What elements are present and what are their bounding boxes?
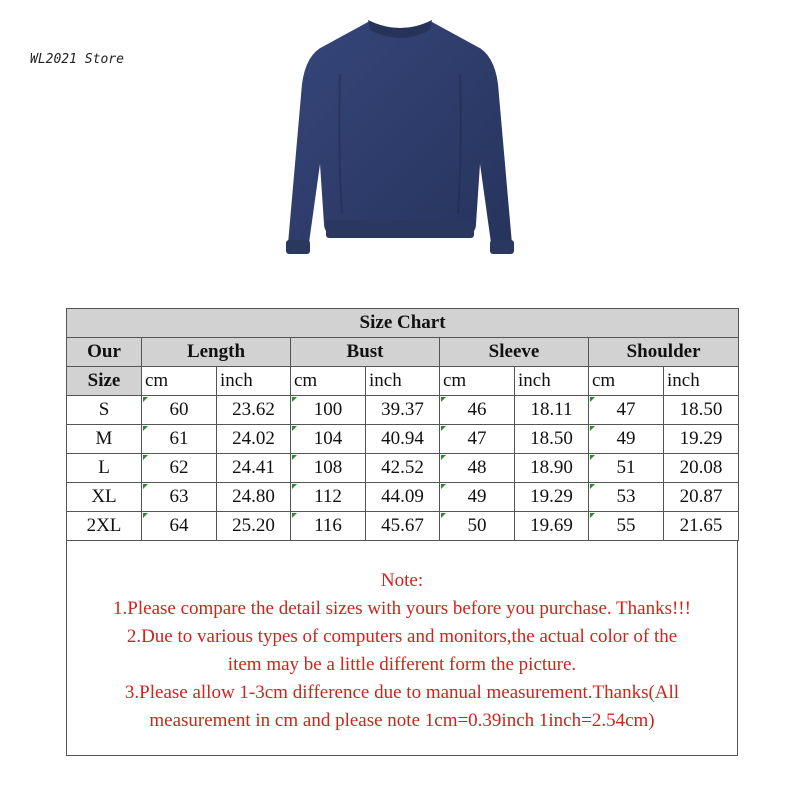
value-cell: 60 — [142, 396, 217, 425]
group-header-length: Length — [142, 338, 291, 367]
note-line: item may be a little different form the picture. — [227, 654, 577, 675]
value-cell: 112 — [291, 483, 366, 512]
value-cell: 19.69 — [515, 512, 589, 541]
value-cell: 49 — [589, 425, 664, 454]
size-chart-title: Size Chart — [67, 309, 739, 338]
value-cell: 40.94 — [366, 425, 440, 454]
value-cell: 23.62 — [217, 396, 291, 425]
size-cell: M — [67, 425, 142, 454]
table-row — [67, 425, 739, 454]
value-cell: 48 — [440, 454, 515, 483]
unit-header: cm — [291, 367, 366, 396]
value-cell: 49 — [440, 483, 515, 512]
value-cell: 20.08 — [664, 454, 739, 483]
note-line: 1.Please compare the detail sizes with yours before you purchase. Thanks!!! — [113, 598, 691, 619]
size-header-our: Our — [67, 338, 142, 367]
size-cell: XL — [67, 483, 142, 512]
size-cell: 2XL — [67, 512, 142, 541]
value-cell: 24.80 — [217, 483, 291, 512]
value-cell: 24.41 — [217, 454, 291, 483]
size-header-size: Size — [67, 367, 142, 396]
value-cell: 100 — [291, 396, 366, 425]
value-cell: 62 — [142, 454, 217, 483]
value-cell: 47 — [440, 425, 515, 454]
note-line: 3.Please allow 1-3cm difference due to manual measurement.Thanks(All — [124, 682, 680, 703]
sweater-product-image — [280, 14, 520, 276]
value-cell: 116 — [291, 512, 366, 541]
table-row — [67, 454, 739, 483]
table-row — [67, 396, 739, 425]
value-cell: 55 — [589, 512, 664, 541]
value-cell: 108 — [291, 454, 366, 483]
group-header-bust: Bust — [291, 338, 440, 367]
value-cell: 63 — [142, 483, 217, 512]
value-cell: 21.65 — [664, 512, 739, 541]
table-row — [67, 483, 739, 512]
value-cell: 45.67 — [366, 512, 440, 541]
size-cell: L — [67, 454, 142, 483]
value-cell: 51 — [589, 454, 664, 483]
value-cell: 24.02 — [217, 425, 291, 454]
unit-header: inch — [366, 367, 440, 396]
value-cell: 47 — [589, 396, 664, 425]
value-cell: 61 — [142, 425, 217, 454]
value-cell: 19.29 — [515, 483, 589, 512]
value-cell: 44.09 — [366, 483, 440, 512]
group-header-sleeve: Sleeve — [440, 338, 589, 367]
value-cell: 53 — [589, 483, 664, 512]
value-cell: 50 — [440, 512, 515, 541]
unit-header: cm — [589, 367, 664, 396]
value-cell: 46 — [440, 396, 515, 425]
value-cell: 18.50 — [664, 396, 739, 425]
note-line: 2.Due to various types of computers and monitors,the actual color of the — [126, 626, 678, 647]
unit-header: inch — [217, 367, 291, 396]
store-watermark: WL2021 Store — [30, 52, 124, 67]
value-cell: 64 — [142, 512, 217, 541]
value-cell: 19.29 — [664, 425, 739, 454]
value-cell: 104 — [291, 425, 366, 454]
value-cell: 20.87 — [664, 483, 739, 512]
unit-header: inch — [515, 367, 589, 396]
size-cell: S — [67, 396, 142, 425]
size-chart-table — [66, 308, 739, 541]
unit-header: inch — [664, 367, 739, 396]
value-cell: 42.52 — [366, 454, 440, 483]
table-row — [67, 512, 739, 541]
notes-panel — [66, 540, 738, 756]
group-header-shoulder: Shoulder — [589, 338, 739, 367]
notes-heading: Note: — [380, 570, 424, 591]
value-cell: 18.50 — [515, 425, 589, 454]
value-cell: 39.37 — [366, 396, 440, 425]
note-line: measurement in cm and please note 1cm=0.39inch 1inch=2.54cm) — [149, 710, 655, 731]
unit-header: cm — [142, 367, 217, 396]
value-cell: 18.90 — [515, 454, 589, 483]
unit-header: cm — [440, 367, 515, 396]
value-cell: 18.11 — [515, 396, 589, 425]
value-cell: 25.20 — [217, 512, 291, 541]
